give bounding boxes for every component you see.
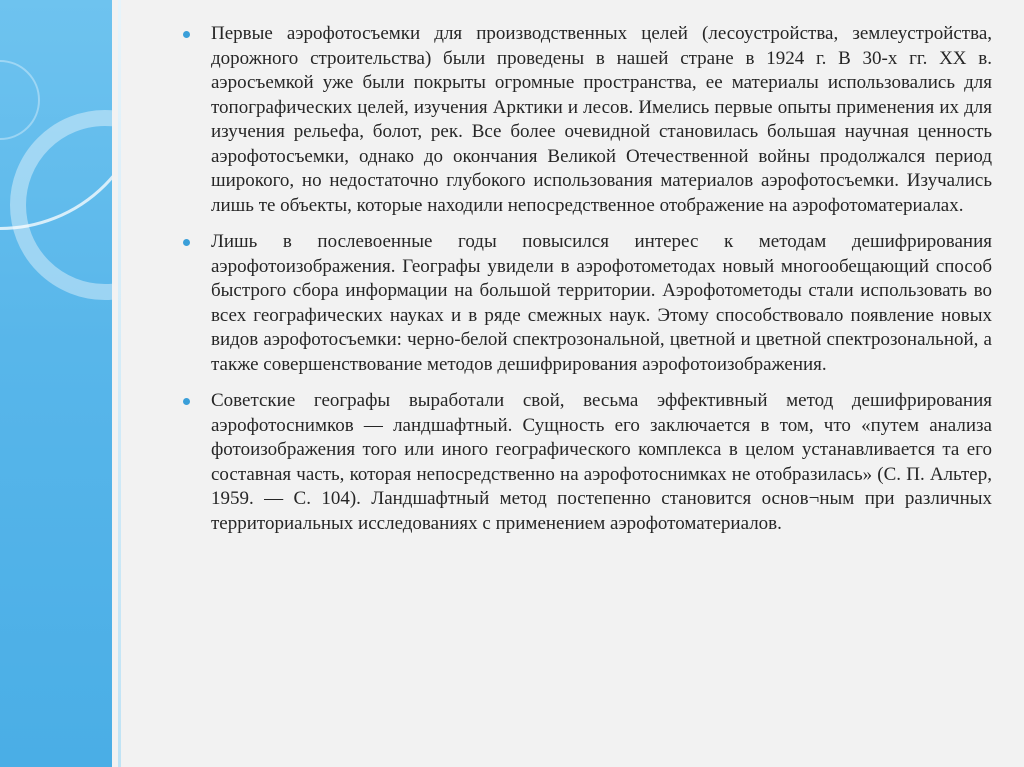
bullet-list	[178, 22, 992, 548]
bullet-item-3	[178, 389, 992, 536]
bullet-dot-icon	[183, 31, 190, 38]
bullet-text-2: Лишь в послевоенные годы повысился интерес к методам дешифрирования аэрофотоизображения. Географы увидели в аэрофотометодах новый многообещающий способ быстрого сбора информации на большой территории. Аэрофотометоды стали использовать во всех географических науках и в ряде смежных наук. Этому способствовало появление новых видов аэрофотосъемки: черно-белой спектрозональной, цветной и цветной спектрозональной, а также совершенствование методов дешифрирования аэрофотоизображения.	[211, 231, 992, 375]
bullet-dot-icon	[183, 398, 190, 405]
decorative-divider-line	[118, 0, 121, 767]
decorative-side-band	[0, 0, 112, 767]
bullet-item-1	[178, 22, 992, 218]
bullet-text-3: Советские географы выработали свой, весьма эффективный метод дешифрирования аэрофотоснимков — ландшафтный. Сущность его заключается в том, что «путем анализа фотоизображения того или иного географического комплекса в целом устанавливается та его составная часть, которая непосредственно на аэрофотоснимках не отобразилась» (С. П. Альтер, 1959. — С. 104). Ландшафтный метод постепенно становится основ¬ным при различных территориальных исследованиях с применением аэрофотоматериалов.	[211, 390, 992, 534]
bullet-dot-icon	[183, 239, 190, 246]
bullet-text-1: Первые аэрофотосъемки для производственных целей (лесоустройства, землеустройства, дорожного строительства) были проведены в нашей стране в 1924 г. В 30-х гг. ХХ в. аэросъемкой уже были покрыты огромные пространства, ее материалы использовались для топографических целей, изучения Арктики и лесов. Имелись первые опыты применения их для изучения рельефа, болот, рек. Все более очевидной становилась большая научная ценность аэрофотосъемки, однако до окончания Великой Отечественной войны продолжался период широкого, но недостаточно глубокого использования материалов аэрофотосъемки. Изучались лишь те объекты, которые находили непосредственное отображение на аэрофотоматериалах.	[211, 23, 992, 216]
bullet-item-2	[178, 230, 992, 377]
